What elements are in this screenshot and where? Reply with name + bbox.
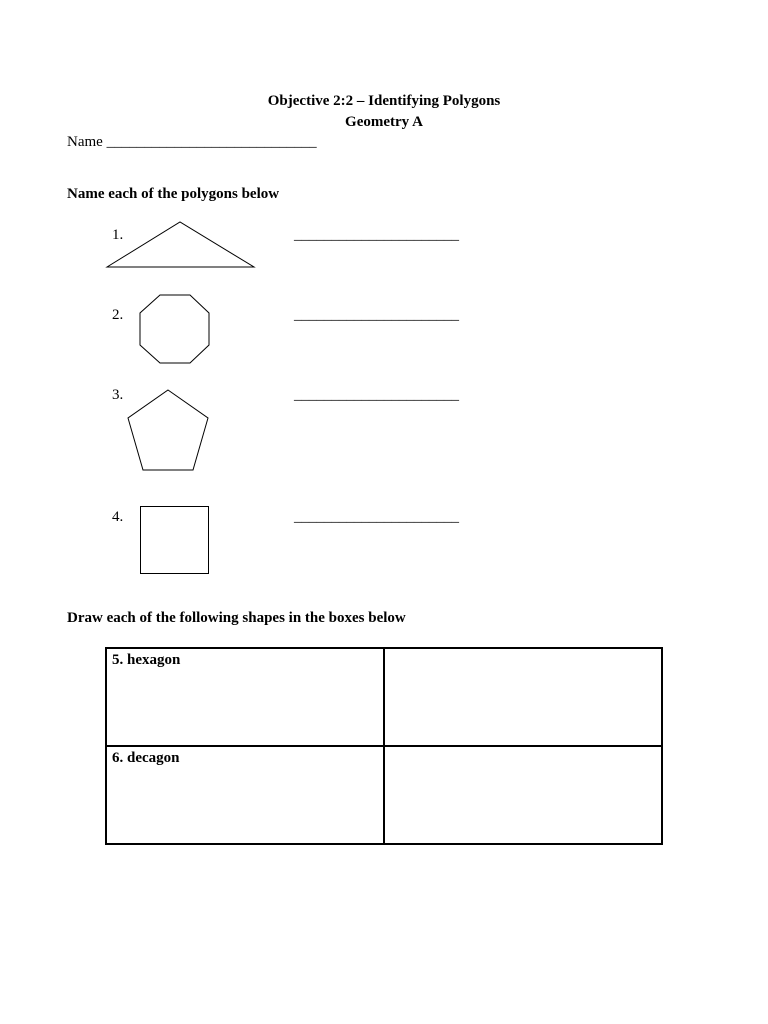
name-label: Name <box>67 134 103 150</box>
decagon-label-cell: 6. decagon <box>106 746 384 844</box>
worksheet-title: Objective 2:2 – Identifying Polygons <box>267 93 501 109</box>
name-blank[interactable]: ____________________________ <box>106 134 317 150</box>
answer-blank-1[interactable]: ______________________ <box>294 227 459 243</box>
item-number-4: 4. <box>112 509 124 525</box>
drawing-table <box>105 647 663 845</box>
section1-heading: Name each of the polygons below <box>67 186 280 202</box>
decagon-drawing-box[interactable] <box>384 746 662 844</box>
section2-heading: Draw each of the following shapes in the boxes below <box>67 610 406 626</box>
item-number-3: 3. <box>112 387 124 403</box>
answer-blank-4[interactable]: ______________________ <box>294 509 459 525</box>
table-row <box>106 648 662 746</box>
answer-blank-3[interactable]: ______________________ <box>294 387 459 403</box>
table-row <box>106 746 662 844</box>
hexagon-label-cell: 5. hexagon <box>106 648 384 746</box>
octagon-icon <box>138 293 212 366</box>
worksheet-subtitle: Geometry A <box>345 114 423 130</box>
name-field[interactable] <box>67 133 317 151</box>
item-number-2: 2. <box>112 307 124 323</box>
hexagon-drawing-box[interactable] <box>384 648 662 746</box>
triangle-icon <box>104 219 258 269</box>
square-icon <box>139 505 211 576</box>
item-number-1: 1. <box>112 227 124 243</box>
pentagon-icon <box>126 388 212 473</box>
answer-blank-2[interactable]: ______________________ <box>294 307 459 323</box>
